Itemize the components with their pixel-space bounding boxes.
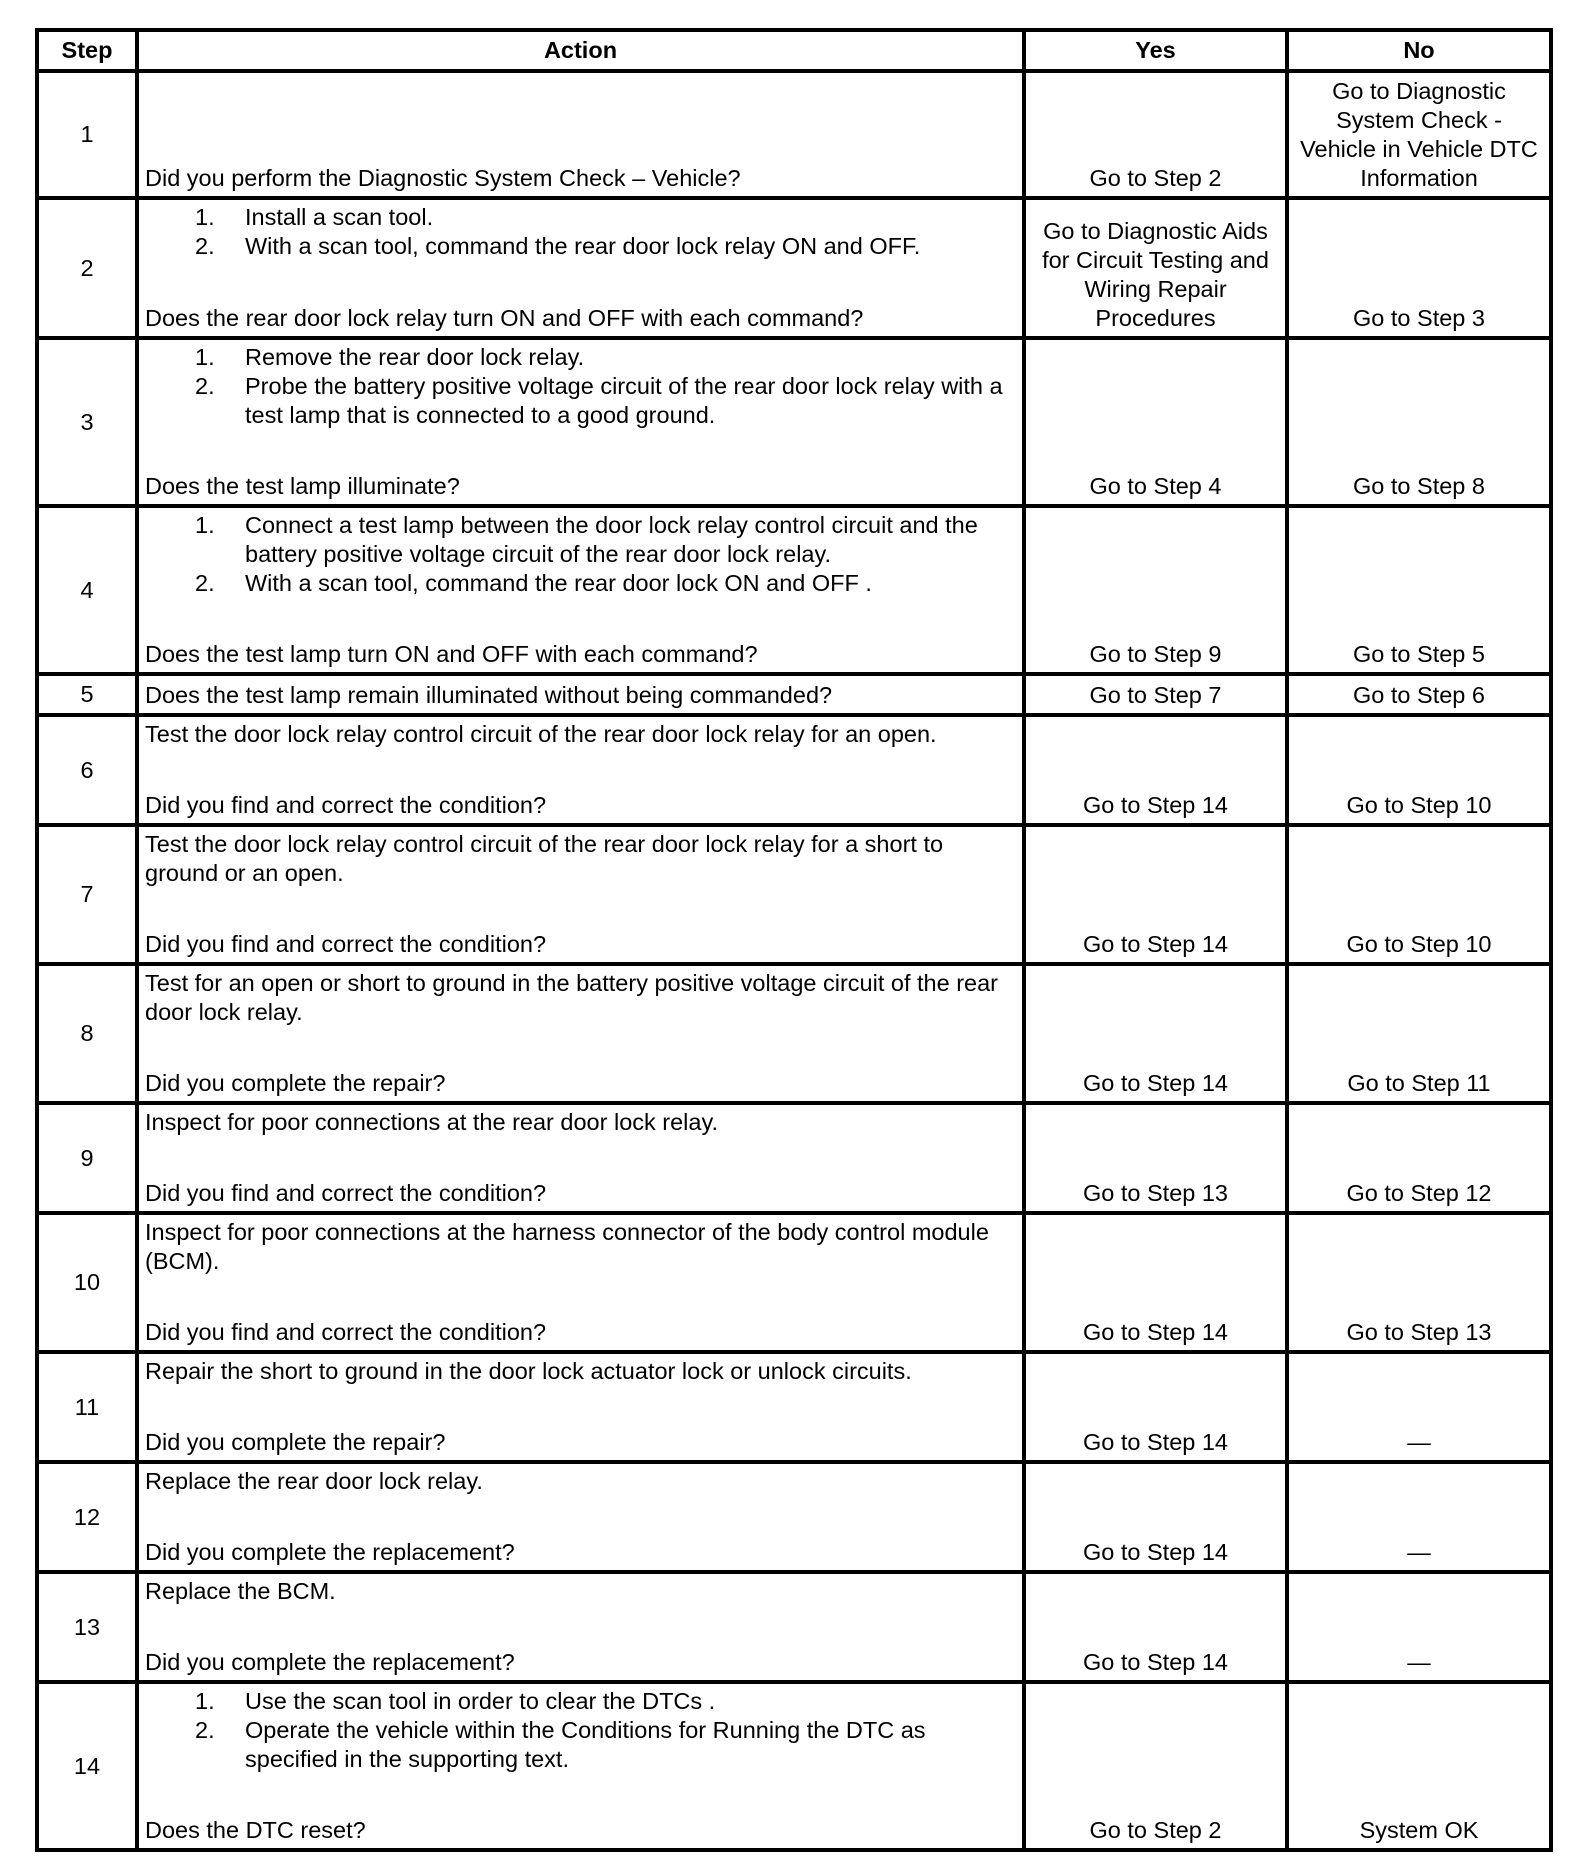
yes-result: Go to Step 2 <box>1024 71 1287 198</box>
header-row <box>37 30 1551 71</box>
substep-item <box>145 372 1016 430</box>
substep-number: 1. <box>195 512 215 538</box>
step-number: 7 <box>37 825 137 964</box>
action-cell <box>137 71 1024 198</box>
action-instruction: Inspect for poor connections at the rear door lock relay. <box>145 1109 719 1135</box>
table-row <box>37 71 1551 198</box>
yes-result: Go to Step 14 <box>1024 1462 1287 1572</box>
action-instruction: Inspect for poor connections at the harness connector of the body control module (BCM). <box>145 1219 989 1274</box>
step-number: 11 <box>37 1352 137 1462</box>
table-row <box>37 506 1551 674</box>
table-row <box>37 825 1551 964</box>
action-cell <box>137 1572 1024 1682</box>
yes-result: Go to Step 14 <box>1024 1572 1287 1682</box>
table-row <box>37 338 1551 506</box>
substep-item <box>145 1716 1016 1774</box>
action-cell <box>137 1103 1024 1213</box>
substep-number: 1. <box>195 344 215 370</box>
step-number: 13 <box>37 1572 137 1682</box>
action-question: Does the rear door lock relay turn ON and OFF with each command? <box>145 305 864 331</box>
action-cell <box>137 506 1024 674</box>
action-question: Did you complete the replacement? <box>145 1649 515 1675</box>
no-result: — <box>1287 1462 1551 1572</box>
no-result: Go to Step 13 <box>1287 1213 1551 1352</box>
table-row <box>37 1103 1551 1213</box>
substep-number: 2. <box>195 373 215 399</box>
action-instruction: Test the door lock relay control circuit of the rear door lock relay for a short to ground or an open. <box>145 831 944 886</box>
substep-item <box>145 203 1016 232</box>
substep-item <box>145 343 1016 372</box>
table-row <box>37 964 1551 1103</box>
yes-result: Go to Step 4 <box>1024 338 1287 506</box>
table-row <box>37 674 1551 715</box>
action-instruction: Repair the short to ground in the door lock actuator lock or unlock circuits. <box>145 1358 912 1384</box>
table-row <box>37 1213 1551 1352</box>
no-result: — <box>1287 1352 1551 1462</box>
step-number: 5 <box>37 674 137 715</box>
substep-text: Probe the battery positive voltage circuit of the rear door lock relay with a test lamp that is connected to a good ground. <box>245 373 1003 428</box>
substep-text: Operate the vehicle within the Conditions for Running the DTC as specified in the supporting text. <box>245 1717 926 1772</box>
no-result: Go to Step 6 <box>1287 674 1551 715</box>
substep-list <box>145 343 1016 430</box>
action-cell <box>137 1462 1024 1572</box>
action-question: Did you find and correct the condition? <box>145 1180 547 1206</box>
substep-item <box>145 569 1016 598</box>
substep-text: Connect a test lamp between the door lock relay control circuit and the battery positive voltage circuit of the rear door lock relay. <box>245 512 978 567</box>
yes-result: Go to Step 13 <box>1024 1103 1287 1213</box>
step-number: 2 <box>37 198 137 338</box>
yes-result: Go to Step 14 <box>1024 1213 1287 1352</box>
yes-result: Go to Step 7 <box>1024 674 1287 715</box>
action-cell <box>137 1352 1024 1462</box>
action-instruction: Test the door lock relay control circuit of the rear door lock relay for an open. <box>145 721 937 747</box>
action-cell <box>137 674 1024 715</box>
header-yes: Yes <box>1024 30 1287 71</box>
step-number: 3 <box>37 338 137 506</box>
action-instruction: Test for an open or short to ground in the battery positive voltage circuit of the rear door lock relay. <box>145 970 998 1025</box>
substep-list <box>145 203 1016 261</box>
table-body <box>37 71 1551 1850</box>
yes-result: Go to Step 14 <box>1024 1352 1287 1462</box>
substep-text: With a scan tool, command the rear door lock relay ON and OFF. <box>245 233 921 259</box>
action-cell <box>137 198 1024 338</box>
no-result: Go to Step 10 <box>1287 715 1551 825</box>
header-step: Step <box>37 30 137 71</box>
action-question: Did you complete the repair? <box>145 1429 446 1455</box>
no-result: Go to Step 10 <box>1287 825 1551 964</box>
diagnostic-table <box>35 28 1553 1852</box>
yes-result: Go to Step 14 <box>1024 715 1287 825</box>
substep-list <box>145 1687 1016 1774</box>
no-result: Go to Step 11 <box>1287 964 1551 1103</box>
header-no: No <box>1287 30 1551 71</box>
action-instruction: Replace the BCM. <box>145 1578 336 1604</box>
table-row <box>37 1682 1551 1850</box>
header-action: Action <box>137 30 1024 71</box>
substep-item <box>145 511 1016 569</box>
step-number: 14 <box>37 1682 137 1850</box>
step-number: 8 <box>37 964 137 1103</box>
step-number: 12 <box>37 1462 137 1572</box>
substep-list <box>145 511 1016 598</box>
substep-number: 2. <box>195 570 215 596</box>
substep-number: 2. <box>195 233 215 259</box>
yes-result: Go to Step 9 <box>1024 506 1287 674</box>
action-question: Did you complete the replacement? <box>145 1539 515 1565</box>
substep-text: Use the scan tool in order to clear the DTCs . <box>245 1688 716 1714</box>
step-number: 1 <box>37 71 137 198</box>
step-number: 10 <box>37 1213 137 1352</box>
yes-result: Go to Step 14 <box>1024 964 1287 1103</box>
action-cell <box>137 1682 1024 1850</box>
action-instruction: Replace the rear door lock relay. <box>145 1468 483 1494</box>
substep-number: 2. <box>195 1717 215 1743</box>
action-question: Did you complete the repair? <box>145 1070 446 1096</box>
action-question: Did you find and correct the condition? <box>145 792 547 818</box>
substep-text: Remove the rear door lock relay. <box>245 344 585 370</box>
action-question: Did you find and correct the condition? <box>145 931 547 957</box>
no-result: Go to Step 12 <box>1287 1103 1551 1213</box>
table-row <box>37 1572 1551 1682</box>
no-result: System OK <box>1287 1682 1551 1850</box>
yes-result: Go to Step 2 <box>1024 1682 1287 1850</box>
action-cell <box>137 825 1024 964</box>
step-number: 4 <box>37 506 137 674</box>
action-question: Does the test lamp illuminate? <box>145 473 460 499</box>
substep-item <box>145 232 1016 261</box>
table-row <box>37 1352 1551 1462</box>
action-cell <box>137 1213 1024 1352</box>
step-number: 9 <box>37 1103 137 1213</box>
substep-item <box>145 1687 1016 1716</box>
action-cell <box>137 964 1024 1103</box>
no-result: — <box>1287 1572 1551 1682</box>
action-cell <box>137 715 1024 825</box>
substep-text: With a scan tool, command the rear door lock ON and OFF . <box>245 570 872 596</box>
no-result: Go to Step 8 <box>1287 338 1551 506</box>
step-number: 6 <box>37 715 137 825</box>
action-question: Did you find and correct the condition? <box>145 1319 547 1345</box>
action-question: Does the test lamp remain illuminated without being commanded? <box>145 682 833 708</box>
no-result: Go to Diagnostic System Check - Vehicle in Vehicle DTC Information <box>1287 71 1551 198</box>
substep-number: 1. <box>195 204 215 230</box>
no-result: Go to Step 3 <box>1287 198 1551 338</box>
table-row <box>37 198 1551 338</box>
action-cell <box>137 338 1024 506</box>
action-question: Does the test lamp turn ON and OFF with each command? <box>145 641 758 667</box>
substep-number: 1. <box>195 1688 215 1714</box>
yes-result: Go to Step 14 <box>1024 825 1287 964</box>
action-question: Does the DTC reset? <box>145 1817 366 1843</box>
table-row <box>37 1462 1551 1572</box>
yes-result: Go to Diagnostic Aids for Circuit Testing and Wiring Repair Procedures <box>1024 198 1287 338</box>
no-result: Go to Step 5 <box>1287 506 1551 674</box>
substep-text: Install a scan tool. <box>245 204 434 230</box>
table-row <box>37 715 1551 825</box>
action-question: Did you perform the Diagnostic System Check – Vehicle? <box>145 165 741 191</box>
